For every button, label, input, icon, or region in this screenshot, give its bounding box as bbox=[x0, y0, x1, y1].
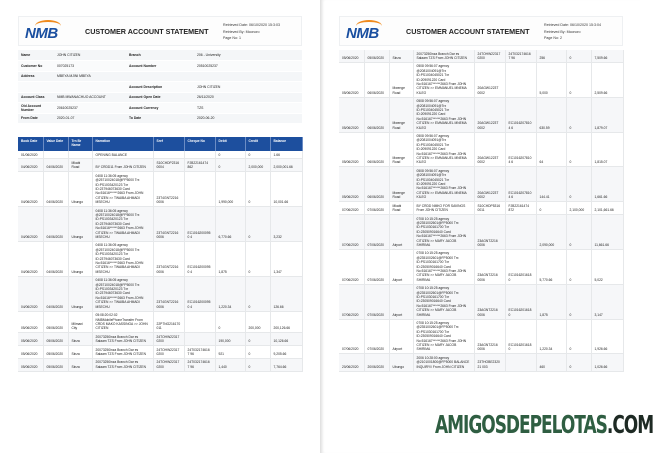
table-row bbox=[339, 202, 623, 215]
table-row bbox=[18, 207, 302, 242]
cell-balance: 1.66 bbox=[270, 151, 302, 159]
column-header: Book Date bbox=[18, 137, 43, 151]
cell-cheque-no bbox=[505, 215, 536, 250]
cell-debit: 2,090,000 bbox=[536, 215, 566, 250]
cell-narration: 0408 11:36:05 agency @25710024018@FP5000 Trx ID:PS1003420123 Txr ID:237946073630 Card No:51616******2663 From JOHN CITIZEN >> TWAIBA AHMADI MSECHU bbox=[92, 276, 153, 311]
cell-value-date: 07/06/2020 bbox=[364, 319, 389, 354]
cell-trn-br-name: Sinza bbox=[68, 346, 92, 359]
cell-trn-br-name: Ubungo bbox=[68, 241, 92, 276]
cell-sref: 20AGW1223T 0002 bbox=[474, 167, 505, 202]
cell-balance: 2,101,661.66 bbox=[591, 202, 623, 215]
cell-cheque-no bbox=[505, 62, 536, 97]
cell-credit: 0 bbox=[566, 354, 591, 371]
cell-trn-br-name: Mkabi Road bbox=[68, 159, 92, 172]
table-row bbox=[339, 132, 623, 167]
cell-narration: 0708 10:15:25 agency @2351002601@FP5000 Trx ID:PS1030161700 Txr ID:230509016640 Card No:516167******2663 From JOHN CITIZEN >> MARY JACOB SHIRIMA bbox=[413, 215, 474, 250]
cell-book-date: 01/06/2020 bbox=[18, 151, 43, 159]
cell-value-date: 05/06/2020 bbox=[43, 333, 68, 346]
info-value: 2020-06-20 bbox=[194, 113, 302, 124]
cell-debit: 460 bbox=[536, 354, 566, 371]
cell-value-date: 04/06/2020 bbox=[43, 172, 68, 207]
info-label: From Date bbox=[18, 113, 54, 124]
cell-credit: 0 bbox=[245, 346, 270, 359]
cell-balance: 10,126.66 bbox=[270, 333, 302, 346]
cell-credit: 0 bbox=[566, 215, 591, 250]
cell-credit: 0 bbox=[566, 319, 591, 354]
table-row bbox=[18, 151, 302, 159]
cell-narration: 0508 09:56:07 agency @2081004091@Trx ID:PS1004045021 Txr ID:209091220 Card No:516167******2663 From JOHN CITIZEN >> EMMANUEL MNEMA KILEO bbox=[413, 62, 474, 97]
cell-cheque-no: EC10162078104 6 bbox=[505, 167, 536, 202]
cell-narration: 0508 09:56:07 agency @2081004091@Trx ID:PS1004045021 Txr ID:209091220 Card No:516167******2663 From JOHN CITIZEN >> EMMANUEL MNEMA KILEO bbox=[413, 97, 474, 132]
transactions-table-page-1 bbox=[18, 137, 303, 372]
cell-cheque-no: 24T0321746167 96 bbox=[184, 358, 215, 371]
cell-sref: 23AGNT2216 0006 bbox=[474, 249, 505, 284]
cell-trn-br-name: Sinza bbox=[68, 333, 92, 346]
cell-debit: 0 bbox=[215, 311, 245, 333]
table-row bbox=[18, 172, 302, 207]
cell-sref: 22P7NG216170 011 bbox=[153, 311, 184, 333]
cell-trn-br-name: Mwenge Road bbox=[389, 97, 413, 132]
cell-value-date: 04/06/2020 bbox=[43, 241, 68, 276]
table-row bbox=[18, 333, 302, 346]
cell-debit: 630.59 bbox=[536, 97, 566, 132]
cell-cheque-no: EC10162078104 6 bbox=[505, 132, 536, 167]
cell-credit: 0 bbox=[566, 132, 591, 167]
info-label: Account Description bbox=[126, 82, 194, 93]
info-value: 20510025237 bbox=[194, 61, 302, 72]
cell-book-date: 05/06/2020 bbox=[18, 311, 43, 333]
cell-credit: 2,100,000 bbox=[566, 202, 591, 215]
cell-book-date: 04/06/2020 bbox=[18, 207, 43, 242]
cell-trn-br-name: Airport bbox=[389, 284, 413, 319]
info-value: 206 - University bbox=[194, 50, 302, 61]
cell-sref: 24TOHW22317 0200 bbox=[474, 50, 505, 62]
column-header: Value Date bbox=[43, 137, 68, 151]
cell-narration: BY CRDD11 From JOHN CITIZEN bbox=[92, 159, 153, 172]
cell-sref: 23T4GNT2216 0006 bbox=[153, 172, 184, 207]
cell-debit: 1,875 bbox=[536, 284, 566, 319]
cell-balance: 7,764.66 bbox=[270, 358, 302, 371]
cell-value-date bbox=[43, 151, 68, 159]
statement-page-2 bbox=[320, 0, 640, 453]
cell-book-date: 07/06/2020 bbox=[339, 202, 364, 215]
info-label: Account Number bbox=[126, 61, 194, 72]
cell-sref: 23T4GNT2216 0006 bbox=[153, 276, 184, 311]
cell-narration: 0408 11:36:05 agency @25710024018@FP5000 Trx ID:PS1003420123 Txr ID:237946073630 Card No:51616******2663 From JOHN CITIZEN >> TWAIBA AHMADI MSECHU bbox=[92, 207, 153, 242]
table-row bbox=[18, 159, 302, 172]
cell-sref: 20AGW1223T 0002 bbox=[474, 132, 505, 167]
table-row bbox=[339, 97, 623, 132]
cell-sref: 23T4GNT2216 0006 bbox=[153, 241, 184, 276]
cell-balance: 1,661.66 bbox=[591, 167, 623, 202]
info-row bbox=[18, 103, 302, 114]
cell-balance: 1,026.66 bbox=[591, 354, 623, 371]
cell-sref: 24TOHW22317 0200 bbox=[153, 333, 184, 346]
cell-credit: 0 bbox=[566, 284, 591, 319]
column-header: Balance bbox=[270, 137, 302, 151]
cell-balance: 3,232 bbox=[270, 207, 302, 242]
info-value: NMB MWANACHUO ACCOUNT bbox=[54, 92, 126, 103]
cell-balance: 10,001.66 bbox=[270, 172, 302, 207]
cell-book-date: 04/06/2020 bbox=[18, 241, 43, 276]
cell-sref: 20AGW1223T 0002 bbox=[474, 97, 505, 132]
retrieval-meta bbox=[544, 22, 601, 42]
table-row bbox=[339, 215, 623, 250]
cell-sref: 23THOBE232021 003 bbox=[474, 354, 505, 371]
page-number: Page No: 2 bbox=[544, 36, 562, 40]
cell-book-date: 05/06/2020 bbox=[339, 132, 364, 167]
cell-balance: 200,126.66 bbox=[270, 311, 302, 333]
cell-value-date: 05/06/2020 bbox=[43, 346, 68, 359]
cell-credit: 200,000 bbox=[245, 311, 270, 333]
cell-cheque-no: FJB22161474 862 bbox=[184, 159, 215, 172]
table-row bbox=[339, 319, 623, 354]
cell-value-date: 06/06/2020 bbox=[364, 167, 389, 202]
info-label bbox=[126, 71, 194, 82]
cell-credit: 0 bbox=[245, 358, 270, 371]
cell-credit: 0 bbox=[245, 333, 270, 346]
cell-credit: 0 bbox=[245, 172, 270, 207]
cell-narration: OPENING BALANCE bbox=[92, 151, 153, 159]
cell-narration: 2006 10:28:00 agency @2101001800@FP5000 BALANCE INQUIRY// From JOHN CITIZEN bbox=[413, 354, 474, 371]
column-header: Debit bbox=[215, 137, 245, 151]
cell-book-date: 05/06/2020 bbox=[339, 62, 364, 97]
info-value: JOHN CITIZEN bbox=[54, 50, 126, 61]
watermark-text: AMIGOSDEPELOTAS bbox=[435, 410, 607, 439]
cell-cheque-no: 24T0321746167 96 bbox=[505, 50, 536, 62]
info-value: 20610025237 bbox=[54, 103, 126, 114]
cell-balance: 1,926.66 bbox=[591, 319, 623, 354]
table-row bbox=[339, 50, 623, 62]
cell-sref: 23AGNT2216 0006 bbox=[474, 215, 505, 250]
info-value: MBEYA MJINI MBEYA bbox=[54, 71, 126, 82]
cell-debit: 5,000 bbox=[536, 62, 566, 97]
cell-cheque-no: 24T0321746167 96 bbox=[184, 346, 215, 359]
cell-debit: 64 bbox=[536, 132, 566, 167]
cell-trn-br-name: Mwenge Road bbox=[389, 167, 413, 202]
table-row bbox=[18, 276, 302, 311]
cell-cheque-no: EC10162000950 4 bbox=[184, 276, 215, 311]
cell-book-date: 05/06/2020 bbox=[339, 50, 364, 62]
info-row bbox=[18, 61, 302, 72]
cell-book-date: 05/06/2020 bbox=[339, 167, 364, 202]
cell-debit: 190,000 bbox=[215, 333, 245, 346]
account-info-table bbox=[18, 50, 302, 124]
info-label: Address bbox=[18, 71, 54, 82]
cell-trn-br-name: Airport bbox=[389, 215, 413, 250]
cell-trn-br-name: Mlimani City bbox=[68, 311, 92, 333]
cell-trn-br-name: Airport bbox=[389, 249, 413, 284]
cell-narration: 0508 09:56:07 agency @2081004091@Trx ID:PS1004045021 Txr ID:209091220 Card No:516167******2663 From JOHN CITIZEN >> EMMANUEL MNEMA KILEO bbox=[413, 132, 474, 167]
cell-narration: 20073250inza Branch Dar es Salaam TZS From JOHN CITIZEN bbox=[92, 358, 153, 371]
cell-value-date: 07/06/2020 bbox=[364, 284, 389, 319]
table-row bbox=[339, 62, 623, 97]
cell-balance: 2,509.66 bbox=[591, 62, 623, 97]
transactions-table-page-2 bbox=[339, 50, 624, 372]
cell-narration: 0708 10:15:25 agency @2351002601@FP5000 Trx ID:PS1030161700 Txr ID:230509016640 Card No:516167******2663 From JOHN CITIZEN >> MARY JACOB SHIRIMA bbox=[413, 284, 474, 319]
info-value bbox=[54, 82, 126, 93]
cell-credit: 0 bbox=[566, 62, 591, 97]
cell-cheque-no: EC10162016180 bbox=[505, 249, 536, 284]
cell-balance: 1,347 bbox=[270, 241, 302, 276]
info-value bbox=[194, 71, 302, 82]
cell-trn-br-name: Sinza bbox=[389, 50, 413, 62]
cell-debit: 1,220.34 bbox=[215, 276, 245, 311]
info-label: Account Class bbox=[18, 92, 54, 103]
page-number: Page No: 1 bbox=[223, 36, 241, 40]
nmb-logo: NMB bbox=[25, 25, 58, 42]
page-header bbox=[18, 16, 302, 46]
page-header bbox=[339, 16, 623, 46]
column-header: Narration bbox=[92, 137, 153, 151]
watermark-tld: .COM bbox=[606, 410, 653, 439]
info-value: JOHN CITIZEN bbox=[194, 82, 302, 93]
cell-sref: 23AGNT2216 0006 bbox=[474, 319, 505, 354]
info-label: Branch bbox=[126, 50, 194, 61]
cell-value-date: 07/06/2020 bbox=[364, 202, 389, 215]
cell-debit: 921 bbox=[215, 346, 245, 359]
cell-balance: 11,661.66 bbox=[591, 215, 623, 250]
retrieval-meta bbox=[223, 22, 280, 42]
cell-balance: 1,815.07 bbox=[591, 132, 623, 167]
cell-cheque-no bbox=[184, 151, 215, 159]
cell-cheque-no bbox=[505, 354, 536, 371]
cell-balance: 3,147 bbox=[591, 284, 623, 319]
info-label: Customer No bbox=[18, 61, 54, 72]
cell-debit: 6,770.66 bbox=[215, 207, 245, 242]
cell-value-date: 07/06/2020 bbox=[364, 249, 389, 284]
cell-book-date: 07/06/2020 bbox=[339, 319, 364, 354]
retrieved-by: Retrieved By: Mconoro bbox=[544, 29, 581, 34]
cell-book-date: 04/06/2020 bbox=[18, 276, 43, 311]
cell-debit: 256 bbox=[536, 50, 566, 62]
cell-value-date: 06/06/2020 bbox=[364, 62, 389, 97]
cell-credit: 0 bbox=[566, 167, 591, 202]
page-title: CUSTOMER ACCOUNT STATEMENT bbox=[85, 27, 209, 36]
cell-narration: 0408 11:36:05 agency @25710024018@FP5000 Trx ID:PS1003420123 Txr ID:237946073630 Card No:51616******2663 From JOHN CITIZEN >> TWAIBA AHMADI MSECHU bbox=[92, 172, 153, 207]
cell-value-date: 07/06/2020 bbox=[364, 215, 389, 250]
cell-debit: 0 bbox=[536, 202, 566, 215]
cell-narration: 05:08:20:02:02 NMBMobilePhoneTransfer From CRDS MAKO KASSINGA >> JOHN CITIZEN bbox=[92, 311, 153, 333]
column-header: Trn Br Name bbox=[68, 137, 92, 151]
cell-book-date: 05/06/2020 bbox=[18, 333, 43, 346]
cell-debit: 144.41 bbox=[536, 167, 566, 202]
cell-value-date: 20/06/2020 bbox=[364, 354, 389, 371]
cell-book-date: 07/06/2020 bbox=[339, 284, 364, 319]
retrieved-date: Retrieved Date: 06/10/2020 15:3:04 bbox=[544, 23, 601, 27]
cell-balance: 1,879.07 bbox=[591, 97, 623, 132]
cell-cheque-no bbox=[184, 333, 215, 346]
cell-sref: 23T4GNT2216 0006 bbox=[153, 207, 184, 242]
cell-debit: 1,220.34 bbox=[536, 319, 566, 354]
table-row bbox=[339, 249, 623, 284]
cell-sref: 24TOHW22317 0200 bbox=[153, 358, 184, 371]
info-row bbox=[18, 113, 302, 124]
cell-debit: 1,875 bbox=[215, 241, 245, 276]
info-row bbox=[18, 50, 302, 61]
cell-trn-br-name: Mwenge Road bbox=[389, 62, 413, 97]
statement-page-1 bbox=[0, 0, 320, 453]
cell-balance: 2,000,001.66 bbox=[270, 159, 302, 172]
cell-value-date: 05/06/2020 bbox=[364, 50, 389, 62]
info-row bbox=[18, 92, 302, 103]
cell-trn-br-name: Ubungo bbox=[68, 276, 92, 311]
cell-narration: 20073250inza Branch Dar es Salaam TZS From JOHN CITIZEN bbox=[413, 50, 474, 62]
cell-sref: S10CHDP5316 0011 bbox=[474, 202, 505, 215]
retrieved-by: Retrieved By: Mconoro bbox=[223, 29, 260, 34]
info-value: 26/11/2020 bbox=[194, 92, 302, 103]
cell-cheque-no bbox=[184, 172, 215, 207]
table-header-row bbox=[18, 137, 302, 151]
retrieved-date: Retrieved Date: 06/10/2020 15:3:03 bbox=[223, 23, 280, 27]
cell-balance: 9,205.66 bbox=[270, 346, 302, 359]
cell-book-date: 05/06/2020 bbox=[339, 97, 364, 132]
cell-trn-br-name: Mwenge Road bbox=[389, 132, 413, 167]
cell-credit: 0 bbox=[245, 241, 270, 276]
cell-book-date: 04/06/2020 bbox=[18, 159, 43, 172]
info-value: 007025173 bbox=[54, 61, 126, 72]
cell-credit: 0 bbox=[566, 97, 591, 132]
cell-book-date: 04/06/2020 bbox=[18, 172, 43, 207]
table-row bbox=[18, 346, 302, 359]
cell-credit: 2,000,000 bbox=[245, 159, 270, 172]
table-row bbox=[339, 167, 623, 202]
cell-value-date: 05/06/2020 bbox=[43, 311, 68, 333]
info-row bbox=[18, 71, 302, 82]
info-label: Account Currency bbox=[126, 103, 194, 114]
info-value: TZS bbox=[194, 103, 302, 114]
cell-narration: 20073250inza Branch Dar es Salaam TZS From JOHN CITIZEN bbox=[92, 333, 153, 346]
cell-book-date: 05/06/2020 bbox=[18, 346, 43, 359]
column-header: Cheque No bbox=[184, 137, 215, 151]
column-header: Credit bbox=[245, 137, 270, 151]
info-label: Old Account Number bbox=[18, 103, 54, 114]
cell-narration: 20073250inza Branch Dar es Salaam TZS From JOHN CITIZEN bbox=[92, 346, 153, 359]
info-value: 2020-01-07 bbox=[54, 113, 126, 124]
table-row bbox=[18, 358, 302, 371]
cell-debit: 0 bbox=[215, 159, 245, 172]
info-label: To Date bbox=[126, 113, 194, 124]
cell-credit: 0 bbox=[245, 276, 270, 311]
cell-cheque-no bbox=[184, 311, 215, 333]
cell-trn-br-name: Ubungo bbox=[389, 354, 413, 371]
cell-book-date: 05/06/2020 bbox=[18, 358, 43, 371]
info-label: Name bbox=[18, 50, 54, 61]
cell-value-date: 05/06/2020 bbox=[43, 358, 68, 371]
table-row bbox=[339, 354, 623, 371]
cell-trn-br-name: Airport bbox=[389, 319, 413, 354]
cell-narration: 0408 11:36:05 agency @25710024018@FP5000 Trx ID:PS1003420123 Txr ID:237946073630 Card No:51616******2663 From JOHN CITIZEN >> TWAIBA AHMADI MSECHU bbox=[92, 241, 153, 276]
cell-cheque-no: EC10162000950 4 bbox=[184, 207, 215, 242]
cell-value-date: 06/06/2020 bbox=[364, 132, 389, 167]
table-row bbox=[18, 241, 302, 276]
page-title: CUSTOMER ACCOUNT STATEMENT bbox=[406, 27, 530, 36]
cell-sref: 20AGW1223T 0002 bbox=[474, 62, 505, 97]
cell-credit: 0 bbox=[245, 151, 270, 159]
watermark bbox=[435, 410, 653, 439]
cell-cheque-no: FJB22161474 872 bbox=[505, 202, 536, 215]
column-header: Sref bbox=[153, 137, 184, 151]
table-row bbox=[18, 311, 302, 333]
cell-book-date: 07/06/2020 bbox=[339, 249, 364, 284]
cell-cheque-no: EC10162016180 bbox=[505, 319, 536, 354]
cell-debit: 1,440 bbox=[215, 358, 245, 371]
cell-trn-br-name: Ubungo bbox=[68, 172, 92, 207]
cell-book-date: 07/06/2020 bbox=[339, 215, 364, 250]
cell-narration: 0708 10:15:25 agency @2351002601@FP5000 Trx ID:PS1030161700 Txr ID:230509016640 Card No:516167******2663 From JOHN CITIZEN >> MARY JACOB SHIRIMA bbox=[413, 249, 474, 284]
cell-credit: 0 bbox=[245, 207, 270, 242]
info-label: Account Open Date bbox=[126, 92, 194, 103]
cell-sref: 24TOHW22317 0200 bbox=[153, 346, 184, 359]
cell-debit: 1,990,000 bbox=[215, 172, 245, 207]
cell-trn-br-name: Sinza bbox=[68, 358, 92, 371]
cell-balance: 126.66 bbox=[270, 276, 302, 311]
cell-sref bbox=[153, 151, 184, 159]
cell-cheque-no: EC10162016180 bbox=[505, 284, 536, 319]
cell-trn-br-name: Mkabi Road bbox=[389, 202, 413, 215]
cell-credit: 0 bbox=[566, 50, 591, 62]
cell-balance: 5,022 bbox=[591, 249, 623, 284]
cell-sref: S10CHDP2316 0004 bbox=[153, 159, 184, 172]
cell-cheque-no: EC10162000950 4 bbox=[184, 241, 215, 276]
cell-narration: 0708 10:15:25 agency @2351002601@FP5000 Trx ID:PS1030161700 Txr ID:230509016640 Card No:516167******2663 From JOHN CITIZEN >> MARY JACOB SHIRIMA bbox=[413, 319, 474, 354]
cell-balance: 7,509.66 bbox=[591, 50, 623, 62]
nmb-logo: NMB bbox=[346, 25, 379, 42]
cell-value-date: 04/06/2020 bbox=[43, 159, 68, 172]
cell-cheque-no: EC10162078104 6 bbox=[505, 97, 536, 132]
cell-narration: 0508 09:56:07 agency @2081004091@Trx ID:PS1004045021 Txr ID:209091220 Card No:516167******2663 From JOHN CITIZEN >> EMMANUEL MNEMA KILEO bbox=[413, 167, 474, 202]
cell-value-date: 06/06/2020 bbox=[364, 97, 389, 132]
cell-value-date: 04/06/2020 bbox=[43, 207, 68, 242]
info-label bbox=[18, 82, 54, 93]
cell-narration: BY CRDD NMKO FOR SAVINGS From JOHN CITIZEN bbox=[413, 202, 474, 215]
cell-value-date: 04/06/2020 bbox=[43, 276, 68, 311]
cell-debit: 0 bbox=[215, 151, 245, 159]
table-row bbox=[339, 284, 623, 319]
cell-book-date: 20/06/2020 bbox=[339, 354, 364, 371]
info-row bbox=[18, 82, 302, 93]
cell-trn-br-name: Ubungo bbox=[68, 207, 92, 242]
cell-sref: 23AGNT2216 0006 bbox=[474, 284, 505, 319]
cell-debit: 5,770.66 bbox=[536, 249, 566, 284]
cell-credit: 0 bbox=[566, 249, 591, 284]
cell-trn-br-name bbox=[68, 151, 92, 159]
